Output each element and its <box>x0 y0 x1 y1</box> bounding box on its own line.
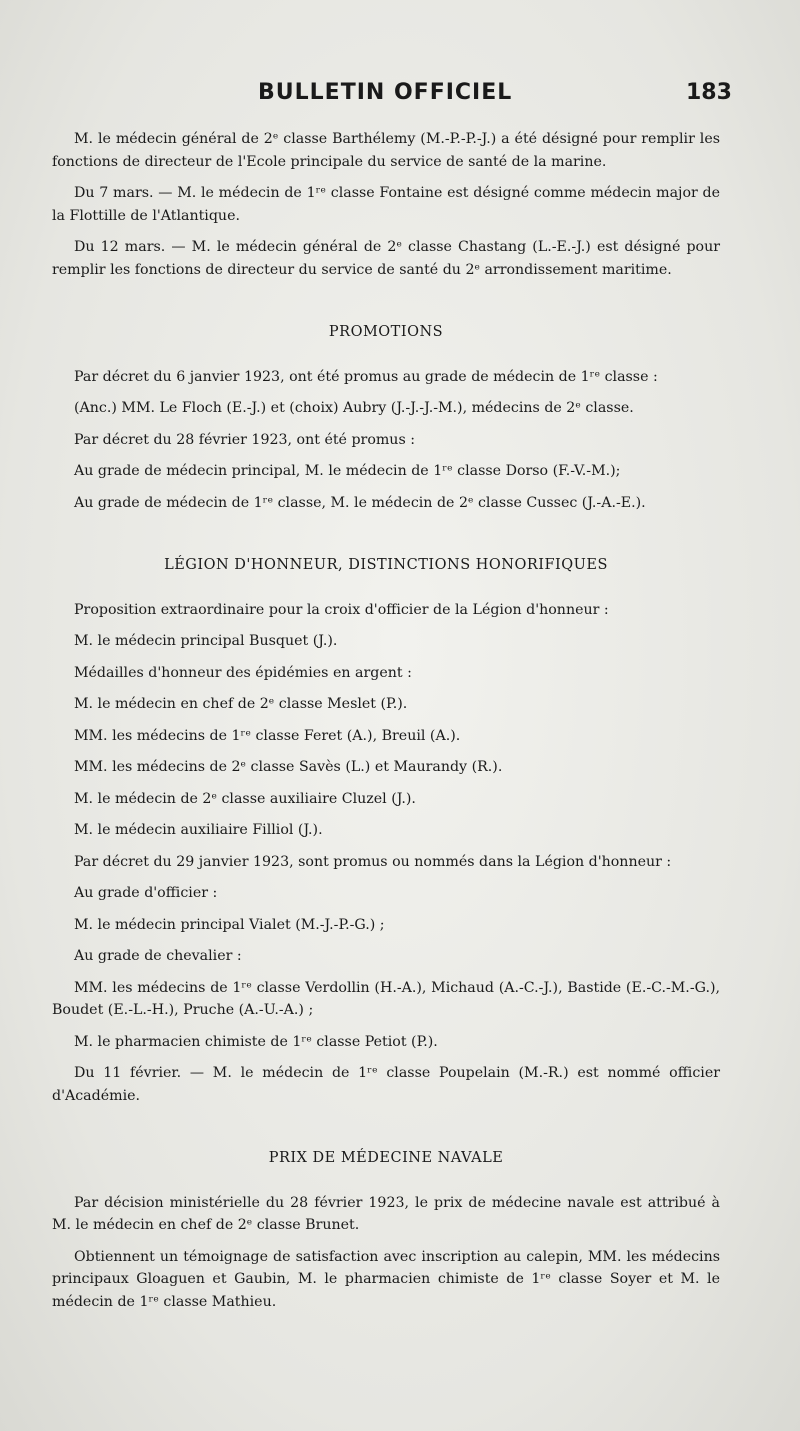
section-title-prix: PRIX DE MÉDECINE NAVALE <box>268 1150 504 1166</box>
paragraph: Du 12 mars. — M. le médecin général de 2ᵉ classe Chastang (L.-E.-J.) est désigné pour remplir les fonctions de directeur du service de santé du 2ᵉ arrondissement maritime. <box>52 239 720 278</box>
paragraph: M. le médecin principal Vialet (M.-J.-P.-G.) ; <box>74 916 385 933</box>
paragraph: (Anc.) MM. Le Floch (E.-J.) et (choix) Aubry (J.-J.-J.-M.), médecins de 2ᵉ classe. <box>74 400 634 416</box>
paragraph: MM. les médecins de 2ᵉ classe Savès (L.) et Maurandy (R.). <box>74 759 503 775</box>
section-title-promotions: PROMOTIONS <box>328 324 444 340</box>
paragraph: Au grade de médecin de 1ʳᵉ classe, M. le médecin de 2ᵉ classe Cussec (J.-A.-E.). <box>74 494 646 511</box>
section-title-legion: LÉGION D'HONNEUR, DISTINCTIONS HONORIFIQUES <box>164 557 608 573</box>
paragraph: Par décision ministérielle du 28 février 1923, le prix de médecine navale est attribué à M. le médecin en chef de 2ᵉ classe Brunet. <box>52 1194 720 1233</box>
running-title: BULLETIN OFFICIEL <box>258 80 513 105</box>
paragraph: Proposition extraordinaire pour la croix d'officier de la Légion d'honneur : <box>74 601 609 618</box>
paragraph: M. le médecin auxiliaire Filliol (J.). <box>74 822 323 838</box>
paragraph: Obtiennent un témoignage de satisfaction avec inscription au calepin, MM. les médecins principaux Gloaguen et Gaubin, M. le pharmacien chimiste de 1ʳᵉ classe Soyer et M. le médecin de 1ʳᵉ classe Mathieu. <box>52 1248 720 1310</box>
paragraph: MM. les médecins de 1ʳᵉ classe Feret (A.), Breuil (A.). <box>74 727 461 744</box>
paragraph: M. le médecin de 2ᵉ classe auxiliaire Cluzel (J.). <box>74 790 416 807</box>
paragraph: M. le pharmacien chimiste de 1ʳᵉ classe Petiot (P.). <box>74 1033 438 1050</box>
paragraph: M. le médecin général de 2ᵉ classe Barthélemy (M.-P.-P.-J.) a été désigné pour remplir les fonctions de directeur de l'Ecole principale du service de santé de la marine. <box>52 131 720 170</box>
page-content <box>52 128 720 1322</box>
page-header <box>0 80 800 114</box>
paragraph: Au grade d'officier : <box>74 885 218 901</box>
paragraph: MM. les médecins de 1ʳᵉ classe Verdollin (H.-A.), Michaud (A.-C.-J.), Bastide (E.-C.-M.-G.), Boudet (E.-L.-H.), Pruche (A.-U.-A.) ; <box>52 979 720 1018</box>
page-number: 183 <box>686 80 732 105</box>
paragraph: Du 11 février. — M. le médecin de 1ʳᵉ classe Poupelain (M.-R.) est nommé officier d'Académie. <box>52 1065 720 1104</box>
paragraph: M. le médecin en chef de 2ᵉ classe Meslet (P.). <box>74 696 408 712</box>
paragraph: Au grade de médecin principal, M. le médecin de 1ʳᵉ classe Dorso (F.-V.-M.); <box>74 463 621 479</box>
paragraph: Par décret du 6 janvier 1923, ont été promus au grade de médecin de 1ʳᵉ classe : <box>74 368 658 385</box>
paragraph: M. le médecin principal Busquet (J.). <box>74 633 338 649</box>
paragraph: Par décret du 29 janvier 1923, sont promus ou nommés dans la Légion d'honneur : <box>74 853 672 870</box>
paragraph: Par décret du 28 février 1923, ont été promus : <box>74 431 416 448</box>
paragraph: Au grade de chevalier : <box>74 948 242 964</box>
paragraph: Médailles d'honneur des épidémies en argent : <box>74 664 412 681</box>
paragraph: Du 7 mars. — M. le médecin de 1ʳᵉ classe Fontaine est désigné comme médecin major de la Flottille de l'Atlantique. <box>52 185 720 224</box>
